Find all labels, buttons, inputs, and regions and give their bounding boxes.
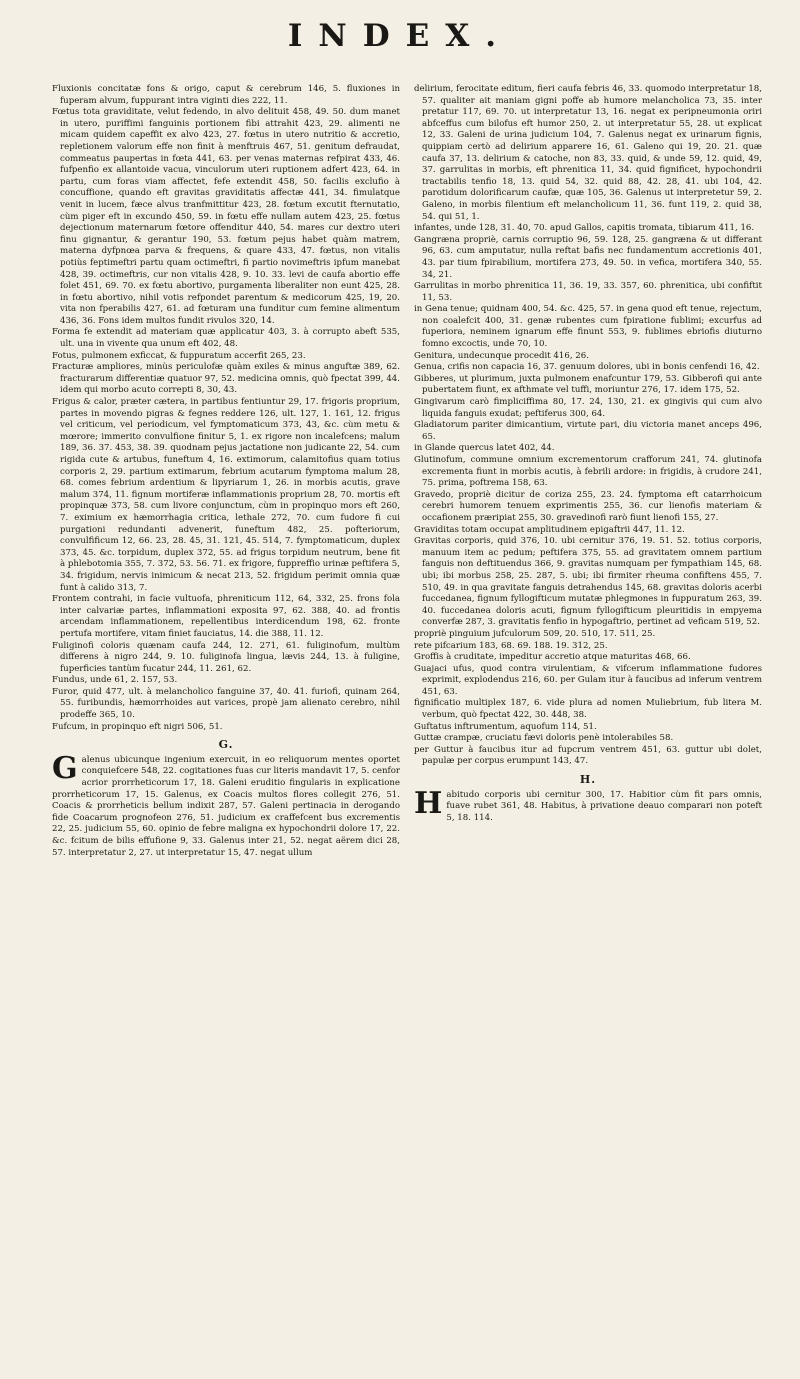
index-entry: Glutinofum, commune omnium excrementorum crafforum 241, 74. glutinofa excrementa fiunt in morbis acutis, à febrili ardore: in frigidis, à crudore 241, 75. prima, poftrema 158, 63. xyxy=(414,455,762,489)
index-entry: infantes, unde 128, 31. 40, 70. apud Gallos, capitis tromata, tibiarum 411, 16. xyxy=(414,223,755,234)
index-entry: Fufcum, in propinquo eft nigri 506, 51. xyxy=(52,721,223,732)
dropcap-g: G xyxy=(52,750,78,786)
index-entry: delirium, ferocitate editum, fieri caufa febris 46, 33. quomodo interpretatur 18, 57. qualiter ait maniam gigni poffe ab humore melancholica 73, 35. inter pretatur 117, 69. 70. ut interpretatur 13, 16. negat ex peripneumonia oriri abfceffus cum bilofus eft humor 250, 2. ut interpretatur 55, 28. ut explicat 12, 33. Galeni de urina judicium 104, 7. Galenus negat ex urinarum fignis, quippiam certò ad delirium apparere 16, 61. Galeno qui 19, 20. 21. quæ caufa 37, 13. delirium & catoche, non 83, 33. quid, & unde 59, 12. quid, 49, 37. garrulitas in morbis, eft phrenitica 11, 34. quid fignificet, hypochondrii tractabilis tenfio 18, 13. quid 54, 32. quid 88, 42. 28, 41. ubi 104, 42. parotidum dolorificarum caufæ, quæ 105, 36. Galenus ut interpretetur 59, 2. Galeno, in morbis filentium eft melancholicum 11, 36. funt 119, 2. quid 38, 54. qui 51, 1. xyxy=(414,84,762,222)
index-entry: Forma fe extendit ad materiam quæ applicatur 403, 3. à corrupto abeft 535, ult. una in vivente qua unum eft 402, 48. xyxy=(52,327,400,350)
entry-text: abitudo corporis ubi cernitur 300, 17. Habitior cùm fit pars omnis, fuave rubet 361, 48. Habitus, à privatione deauo comparari non poteft 5, 18. 114. xyxy=(446,789,762,823)
index-entry: in Glande quercus latet 402, 44. xyxy=(414,443,555,454)
entries-letter-g xyxy=(414,84,762,768)
left-column xyxy=(52,84,400,859)
page-header: INDEX. xyxy=(287,18,513,54)
right-column xyxy=(414,84,762,824)
index-entry: per Guttur à faucibus itur ad fupcrum ventrem 451, 63. guttur ubi dolet, papulæ per corpus erumpunt 143, 47. xyxy=(414,744,762,767)
index-entry: Furor, quid 477, ult. à melancholico fanguine 37, 40. 41. furiofi, quinam 264, 55. furibundis, hæmorrhoides aut varices, propè jam alienato cerebro, nihil prodeffe 365, 10. xyxy=(52,686,400,721)
index-entry: Guajaci ufus, quod contra virulentiam, & vifcerum inflammatione fudores exprimit, explodendus 216, 60. per Gulam itur à faucibus ad inferum ventrem 451, 63. xyxy=(414,663,762,697)
index-entry: Fœtus tota graviditate, velut fedendo, in alvo delituit 458, 49. 50. dum manet in utero, puriffimi fanguinis portionem fibi attrahit 423, 29. alimenti ne micam quidem capeffit ex alvo 423, 27. fœtus in utero nutritio & accretio, repletionem valorum effe non finit à menftruis 467, 51. genitum defraudat, commeatus paupertas in fœta 441, 63. per venas maternas refpirat 433, 46. fufpenfio ex allantoide vacua, vinculorum uteri ruptionem adfert 423, 64. in partu, cum foras viam affectet, fefe extendit 458, 50. facilis exclufio à concuffione, quando eft gravitas graviditatis affectæ 441, 34. fimulatque venit in lucem, fæce alvus tranfmittitur 423, 28. fœtum excutit fternutatio, cùm piger eft in excundo 450, 59. in fœtu effe nullam autem 423, 25. fœtus dejectionum maternarum fœtore offenditur 440, 54. mares cur dextro uteri finu gignantur, & gerantur 190, 53. fœtum pejus habet quàm matrem, materna dyfpnœa parva & frequens, & quare 433, 47. fœtus, non vitalis potiùs feptimeftri partu quam octimeftri, fi partio novimeftris ipfum manebat 428, 39. octimeftris, cur non vitalis 428, 9. 10. 33. levi de caufa abortio effe folet 451, 69. 70. ex fœtu abortivo, purgamenta liberaliter non eunt 425, 28. in fœtu abortivo, nihil votis refpondet parentum & medicorum 425, 19, 20. vita non fperabilis 427, 61. ad fœturam una funditur cum femine alimentum 436, 36. Fons idem multos fundit rivulos 320, 14. xyxy=(52,107,400,326)
index-entry: Genitura, undecunque procedit 416, 26. xyxy=(414,350,589,361)
index-entry: Frontem contrahi, in facie vultuofa, phreniticum 112, 64, 332, 25. frons fola inter calvariæ partes, inflammationi exposita 97, 62. 388, 40. ad frontis arcendam inflammationem, repellentibus interdicendum 198, 62. fronte pertufa mortifere, vitam finiet fauciatus, 14. die 388, 11. 12. xyxy=(52,594,400,639)
section-letter-h: H. xyxy=(579,773,597,787)
index-entry: Genua, crifis non capacia 16, 37. genuum dolores, ubi in bonis cenfendi 16, 42. xyxy=(414,362,760,373)
index-entry: Gravitas corporis, quid 376, 10. ubi cernitur 376, 19. 51. 52. totius corporis, manuum item ac pedum; peftifera 375, 55. ad gravitatem omnem partium fanguis non deftituendus 366, 9. gravitas numquam per fympathiam 145, 68. ubi; ibi morbus 258, 25. 287, 5. ubi; ibi firmiter rheuma confiftens 455, 7. 510, 49. in qua gravitate fanguis detrahendus 145, 68. gravitas doloris acerbi fuccedanea, fignum fyllogifticum mutatæ phlegmones in fuppuratum 263, 39. 40. fuccedanea doloris acuti, fignum fyllogifticum pleuritidis in empyema converfæ 287, 3. gravitatis fenfio in hypogaftrio, pertinet ad veficam 519, 52. xyxy=(414,536,762,628)
index-entry: Fracturæ ampliores, minùs periculofæ quàm exiles & minus anguftæ 389, 62. fracturarum differentiæ quatuor 97, 52. medicina omnis, quò fpectat 399, 44. idem qui morbo acuto correpti 8, 30, 43. xyxy=(52,362,400,396)
entry-text: alenus ubicunque ingenium exercuit, in eo reliquorum mentes oportet conquiefcere 548, 22. cogitationes fuas cur literis mandavit 17, 5. cenfor acrior prorrheticorum 17, 18. Galeni eruditio fingularis in explicatione prorrheticorum 17, 15. Galenus, ex Coacis multos flores collegit 276, 51. Coacis & prorrheticis bellum indixit 287, 57. Galeni pertinacia in derogando fide Coacarum prognofeon 276, 51. judicium ex craffefcent bus excrementis 22, 25. judicium 55, 60. opinio de febre maligna ex hypochondrii dolore 17, 22. &c. fcitum de bilis effufione 9, 33. Galenus inter 21, 52. negat aërem dici 28, 57. interpretatur 2, 27. ut interpretatur 15, 47. negat ullum xyxy=(52,754,400,858)
index-entry: Guttæ crampæ, cruciatu fævi doloris penè intolerabiles 58. xyxy=(414,733,674,744)
dropcap-h: H xyxy=(414,785,443,821)
index-entry: propriè pinguium jufculorum 509, 20. 510, 17. 511, 25. xyxy=(414,628,656,639)
index-entry: Fotus, pulmonem exficcat, & fuppuratum accerfit 265, 23. xyxy=(52,350,306,361)
entry-h-habitudo xyxy=(414,785,762,825)
entries-letter-f xyxy=(52,84,400,733)
section-letter-g: G. xyxy=(218,738,234,752)
index-entry: in Gena tenue; quidnam 400, 54. &c. 425, 57. in gena quod eft tenue, rejectum, non coalefcit 400, 31. genæ rubentes cum fpiratione fublimi; excurfus ad fuperiora, neminem ignarum effe finunt 553, 9. fublimes ebriofis diuturno fomno excoctis, unde 70, 10. xyxy=(414,304,762,350)
index-entry: Fuliginofi coloris quænam caufa 244, 12. 271, 61. fuliginofum, multùm differens à nigro 244, 9. 10. fuliginofa lingua, lævis 244, 13. à fuligine, fuperficies tantùm fucatur 244, 11. 261, 62. xyxy=(52,640,400,674)
entry-g-galenus xyxy=(52,750,400,859)
index-entry: Groffis à cruditate, impeditur accretio atque maturitas 468, 66. xyxy=(414,652,691,663)
index-entry: Gravedo, propriè dicitur de coriza 255, 23. 24. fymptoma eft catarrhoicum cerebri humorem tenuem exprimentis 255, 36. cur lienofis materiam & occafionem præripiat 255, 30. gravedinofi rarò fiunt lienofi 155, 27. xyxy=(414,489,762,523)
index-entry: Gibberes, ut plurimum, juxta pulmonem enafcuntur 179, 53. Gibberofi qui ante pubertatem fiunt, ex afthmate vel tuffi, moriuntur 276, 17. idem 175, 52. xyxy=(414,373,762,396)
index-entry: Frigus & calor, præter cætera, in partibus fentiuntur 29, 17. frigoris proprium, partes in movendo pigras & fegnes reddere 126, ult. 127, 1. 161, 12. frigus vel criticum, vel periodicum, vel fymptomaticum 373, 43, &c. cùm metu & mœrore; immerito convulfione finitur 5, 1. ex rigore non incalefcens; malum 189, 36. 37. 453, 38. 39. quodnam pejus jactatione non judicante 22, 54. cum rigida cute & artubus, funeftum 4, 16. extimorum, calamitofius quam totius corporis 2, 29. partium extimarum, febrium acutarum fymptoma malum 28, 68. comes febrium ardentium & lipyriarum 1, 26. in morbis acutis, grave malum 374, 11. fignum mortiferæ inflammationis proprium 28, 70. mortis eft propinquæ 373, 58. cum livore conjunctum, cùm in propinquo mors eft 260, 7. eximium ex hæmorrhagia critica, lethale 272, 70. cum fudore fi cui purgationi redundanti advenerit, funeftum 482, 25. pofteriorum, convulfificum 12, 66. 23, 28. 45, 31. 121, 45. 514, 7. fymptomaticum, duplex 373, 45. &c. torpidum, duplex 372, 55. ad frigus torpidum neutrum, bene fit à phlebotomia 355, 7. 372, 53. 56. 71. ex frigore, fuppreffio urinæ peftifera 5, 34. frigidum, nervis inimicum & necat 213, 52. frigidum perimit omnia quæ funt à calido 313, 7. xyxy=(52,397,400,593)
index-entry: Fundus, unde 61, 2. 157, 53. xyxy=(52,675,178,686)
index-entry: Gladiatorum pariter dimicantium, virtute pari, diu victoria manet anceps 496, 65. xyxy=(414,420,762,442)
index-entry: Fluxionis concitatæ fons & origo, caput & cerebrum 146, 5. fluxiones in fuperam alvum, fuppurant intra viginti dies 222, 11. xyxy=(52,84,400,106)
index-entry: rete pifcarium 183, 68. 69. 188. 19. 312, 25. xyxy=(414,640,608,651)
index-entry: Gingivarum carò fimpliciffima 80, 17. 24, 130, 21. ex gingivis qui cum alvo liquida fanguis exudat; peftiferus 300, 64. xyxy=(414,397,762,419)
index-entry: Gangræna propriè, carnis corruptio 96, 59. 128, 25. gangræna & ut differant 96, 63. cum amputatur, nulla reftat bafis nec fundamentum accretionis 401, 43. par tium fpirabilium, mortifera 273, 49. 50. in vefica, mortifera 340, 55. 34, 21. xyxy=(414,234,762,280)
index-entry: Graviditas totam occupat amplitudinem epigaftrii 447, 11. 12. xyxy=(414,524,685,535)
index-entry: Garrulitas in morbo phrenitica 11, 36. 19, 33. 357, 60. phrenitica, ubi confiftit 11, 53. xyxy=(414,281,762,303)
index-entry: Guftatus inftrumentum, aquofum 114, 51. xyxy=(414,721,597,732)
index-entry: fignificatio multiplex 187, 6. vide plura ad nomen Muliebrium, fub litera M. verbum, quò fpectat 422, 30. 448, 38. xyxy=(414,698,762,721)
